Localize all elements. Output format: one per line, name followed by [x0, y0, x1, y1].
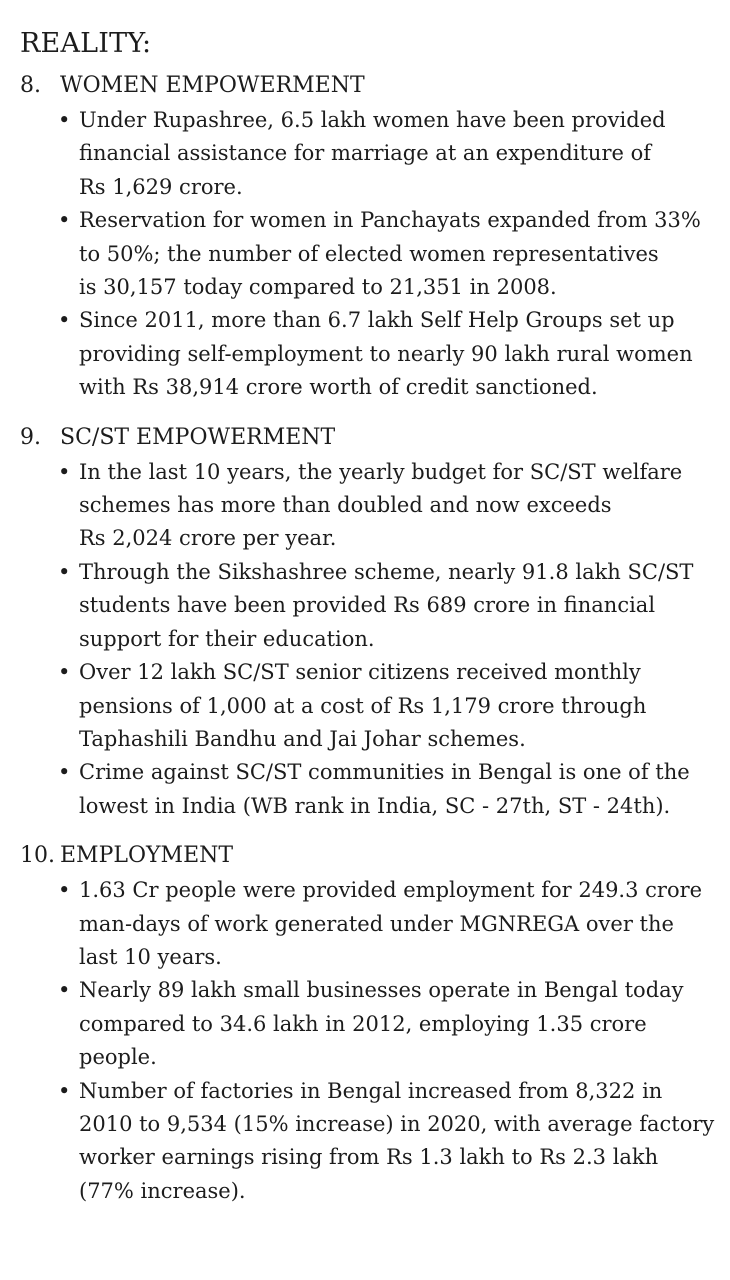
bullet-text: Crime against SC/ST communities in Bengal is one of the lowest in India (WB rank in India, SC - 27th, ST - 24th).	[79, 760, 690, 818]
bullet-list	[20, 456, 730, 823]
bullet-item	[58, 656, 730, 756]
section-title-text: WOMEN EMPOWERMENT	[60, 73, 365, 98]
bullet-text: Through the Sikshashree scheme, nearly 91.8 lakh SC/ST students have been provided Rs 689 crore in financial support for their education.	[79, 559, 694, 651]
bullet-item	[58, 874, 730, 974]
bullet-list	[20, 104, 730, 405]
section-title	[20, 425, 730, 450]
section-title	[20, 843, 730, 868]
section-title-text: EMPLOYMENT	[60, 843, 234, 869]
section-women-empowerment	[20, 73, 730, 405]
bullet-item	[58, 756, 730, 823]
bullet-text: Nearly 89 lakh small businesses operate in Bengal today compared to 34.6 lakh in 2012, employing 1.35 crore people.	[79, 978, 684, 1070]
bullet-text: Reservation for women in Panchayats expanded from 33% to 50%; the number of elected women representatives is 30,157 today compared to 21,351 in 2008.	[79, 208, 701, 300]
section-number: 9.	[20, 424, 41, 450]
bullet-item	[58, 204, 730, 304]
bullet-text: In the last 10 years, the yearly budget for SC/ST welfare schemes has more than doubled and now exceeds Rs 2,024 crore per year.	[79, 459, 683, 551]
bullet-text: Since 2011, more than 6.7 lakh Self Help Groups set up providing self-employment to nearly 90 lakh rural women with Rs 38,914 crore worth of credit sanctioned.	[79, 308, 693, 400]
bullet-text: Number of factories in Bengal increased from 8,322 in 2010 to 9,534 (15% increase) in 2020, with average factory worker earnings rising from Rs 1.3 lakh to Rs 2.3 lakh (77% increase).	[79, 1078, 715, 1203]
bullet-item	[58, 556, 730, 656]
bullet-text: Under Rupashree, 6.5 lakh women have been provided financial assistance for marriage at an expenditure of Rs 1,629 crore.	[79, 108, 666, 199]
section-title-text: SC/ST EMPOWERMENT	[60, 424, 336, 450]
bullet-item	[58, 974, 730, 1074]
bullet-list	[20, 874, 730, 1208]
bullet-item	[58, 456, 730, 556]
bullet-text: 1.63 Cr people were provided employment for 249.3 crore man-days of work generated under MGNREGA over the last 10 years.	[79, 878, 703, 969]
bullet-item	[58, 1075, 730, 1209]
section-number: 10.	[20, 843, 55, 869]
bullet-text: Over 12 lakh SC/ST senior citizens received monthly pensions of 1,000 at a cost of Rs 1,179 crore through Taphashili Bandhu and Jai Johar schemes.	[79, 660, 647, 751]
section-number: 8.	[20, 73, 41, 98]
bullet-item	[58, 104, 730, 204]
section-scst-empowerment	[20, 425, 730, 823]
bullet-item	[58, 304, 730, 404]
page-heading: REALITY:	[20, 28, 152, 59]
section-title	[20, 73, 730, 98]
section-employment	[20, 843, 730, 1208]
